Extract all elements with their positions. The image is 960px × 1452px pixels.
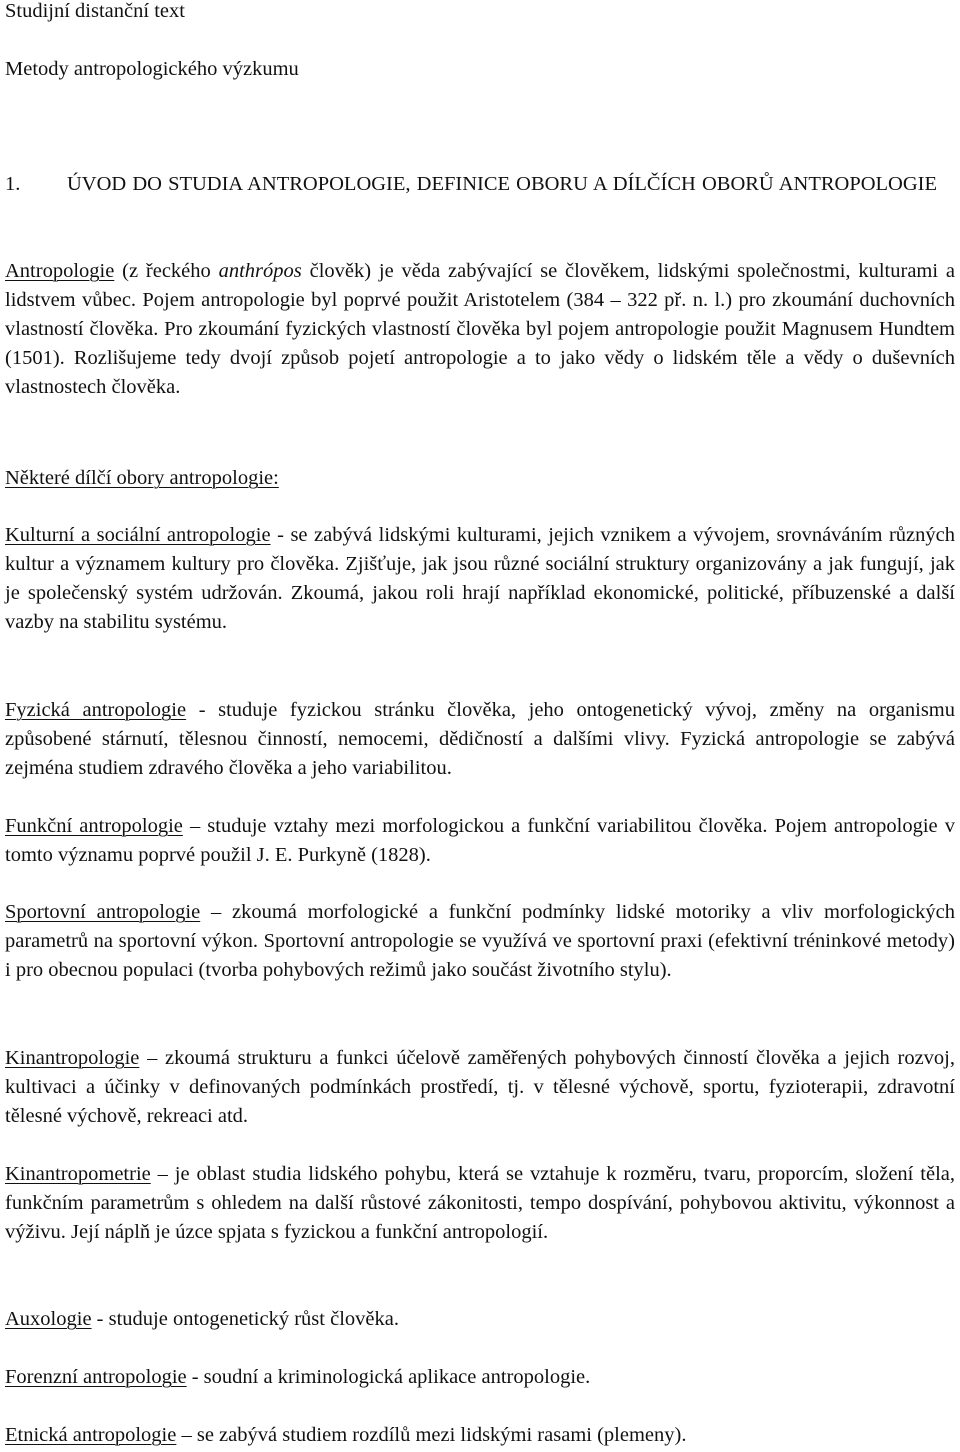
document-type: Studijní distanční text [5,0,185,22]
subfield-paragraph [5,1363,955,1392]
subfield-term: Forenzní antropologie [5,1366,187,1388]
subfield-paragraph [5,898,955,985]
subfield-text: – zkoumá strukturu a funkci účelově zaměřených pohybových činností člověka a jejich rozvoj, kultivaci a účinky v definovaných podmínkách prostředí, tj. v tělesné výchově, sportu, fyzioterapii, zdravotní tělesné výchově, rekreaci atd. [5,1047,955,1127]
document-title: Metody antropologického výzkumu [5,58,299,80]
subfield-text: – zkoumá morfologické a funkční podmínky lidské motoriky a vliv morfologických parametrů na sportovní výkon. Sportovní antropologie se využívá ve sportovní praxi (efektivní tréninkové metody) i pro obecnou populaci (tvorba pohybových režimů jako součást životního stylu). [5,901,955,981]
subfields-heading-text: Některé dílčí obory antropologie: [5,467,279,489]
subfield-text: - soudní a kriminologická aplikace antropologie. [186,1366,591,1388]
subfield-paragraph [5,1421,955,1450]
subfield-term: Auxologie [5,1308,92,1330]
intro-paragraph [5,257,955,402]
intro-term: Antropologie [5,260,115,282]
subfield-text: - studuje fyzickou stránku člověka, jeho ontogenetický vývoj, změny na organismu způsobené stárnutí, tělesnou činností, nemocemi, dědičností a dalšími vlivy. Fyzická antropologie se zabývá zejména studiem zdravého člověka a jeho variabilitou. [5,699,955,779]
subfield-term: Fyzická antropologie [5,699,187,721]
subfield-term: Kinantropologie [5,1047,140,1069]
subfield-paragraph [5,696,955,783]
subfield-paragraph [5,1160,955,1247]
subfield-term: Kinantropometrie [5,1163,151,1185]
chapter-number: 1. [5,173,21,195]
subfield-text: - studuje ontogenetický růst člověka. [91,1308,399,1330]
chapter-heading [5,170,955,199]
subfield-paragraph [5,1305,955,1334]
subfield-paragraph [5,812,955,870]
intro-greek-word: anthrópos [218,260,302,282]
subfield-term: Funkční antropologie [5,815,183,837]
subfield-text: – studuje vztahy mezi morfologickou a funkční variabilitou člověka. Pojem antropologie v tomto významu poprvé použil J. E. Purkyně (1828). [5,815,955,866]
subfield-paragraph [5,1044,955,1131]
subfield-paragraph [5,521,955,637]
subfield-text: - se zabývá lidskými kulturami, jejich vznikem a vývojem, srovnáváním různých kultur a významem kultury pro člověka. Zjišťuje, jak jsou různé sociální struktury organizovány a jak fungují, jak je společenský systém udržován. Zkoumá, jakou roli hrají například ekonomické, politické, příbuzenské a další vazby na stabilitu systému. [5,524,955,633]
intro-text-2: člověk) je věda zabývající se člověkem, lidskými společnostmi, kulturami a lidstvem vůbec. Pojem antropologie byl poprvé použit Aristotelem (384 – 322 př. n. l.) pro zkoumání duchovních vlastností člověka. Pro zkoumání fyzických vlastností člověka byl pojem antropologie použit Magnusem Hundtem (1501). Rozlišujeme tedy dvojí způsob pojetí antropologie a to jako vědy o lidském těle a vědy o duševních vlastnostech člověka. [5,260,955,398]
subfield-term: Sportovní antropologie [5,901,201,923]
subfield-term: Etnická antropologie [5,1424,177,1446]
intro-text-1: (z řeckého [114,260,219,282]
chapter-title: ÚVOD DO STUDIA ANTROPOLOGIE, DEFINICE OBORU A DÍLČÍCH OBORŮ ANTROPOLOGIE [67,173,938,195]
subfields-heading [5,464,279,493]
subfield-text: – je oblast studia lidského pohybu, která se vztahuje k rozměru, tvaru, proporcím, složení těla, funkčním parametrům s ohledem na další růstové zákonitosti, tempo dospívání, pohybovou aktivitu, výkonnost a výživu. Její náplň je úzce spjata s fyzickou a funkční antropologií. [5,1163,955,1243]
subfield-text: – se zabývá studiem rozdílů mezi lidskými rasami (plemeny). [176,1424,687,1446]
subfield-term: Kulturní a sociální antropologie [5,524,271,546]
